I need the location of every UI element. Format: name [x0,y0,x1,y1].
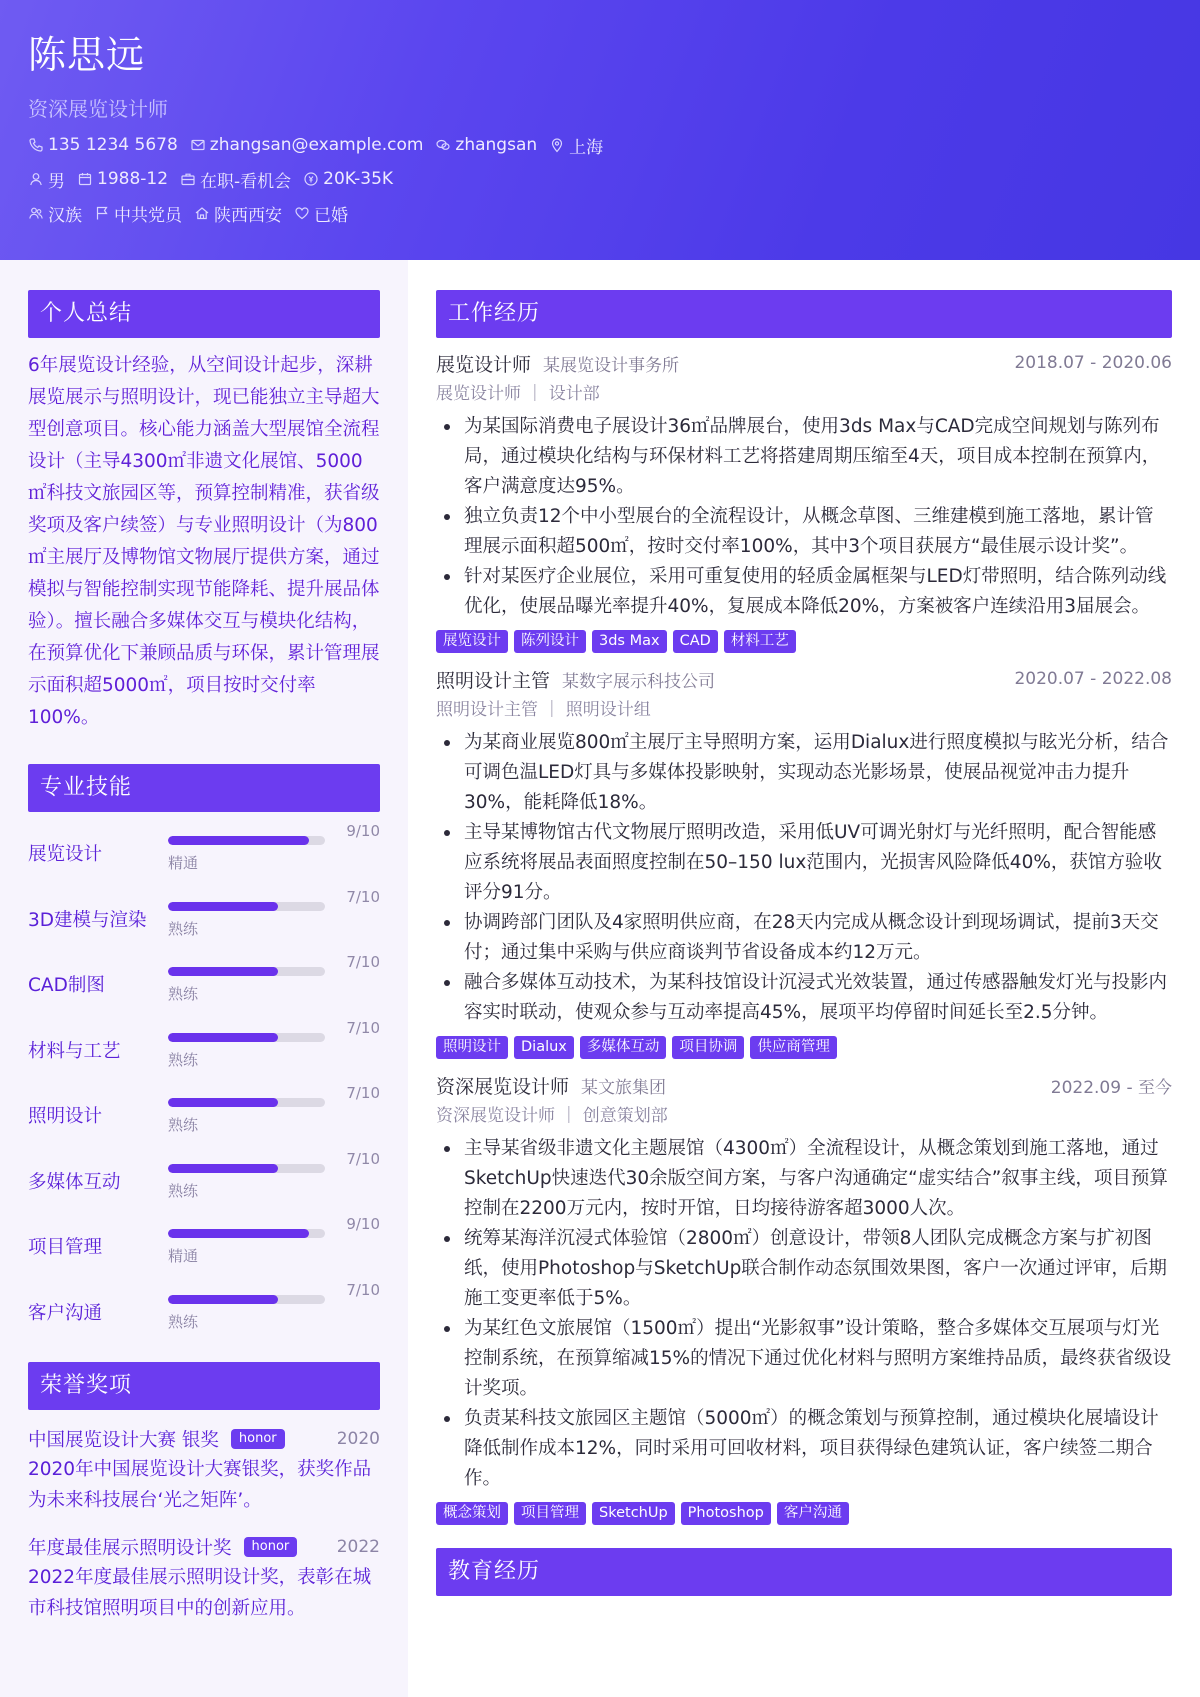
calendar-icon [77,171,93,187]
job-role: 资深展览设计师 [436,1075,570,1098]
honor-title: 年度最佳展示照明设计奖 [28,1538,232,1559]
skill-level: 熟练 [168,1050,199,1069]
skill-bar-fill [168,1164,278,1173]
skill-row [28,1277,380,1343]
skill-name: 多媒体互动 [28,1171,121,1193]
location-item [549,133,603,158]
skill-score: 9/10 [346,1215,380,1233]
job-department: 资深展览设计师 ｜ 创意策划部 [436,1106,668,1126]
skill-tag: 客户沟通 [777,1502,849,1525]
summary-text: 6年展览设计经验，从空间设计起步，深耕展览展示与照明设计，现已能独立主导超大型创意项目。核心能力涵盖大型展馆全流程设计（主导4300㎡非遗文化展馆、5000㎡科技文旅园区等，预算控制精准，获省级奖项及客户续签）与专业照明设计（为800㎡主展厅及博物馆文物展厅提供方案，通过模拟与智能控制实现节能降耗、提升展品体验）。擅长融合多媒体交互与模块化结构，在预算优化下兼顾品质与环保，累计管理展示面积超5000㎡，项目按时交付率100%。 [28,355,380,728]
honor-item [28,1424,380,1516]
skill-bar [168,1229,325,1238]
education-heading: 教育经历 [436,1548,1172,1596]
home-icon [194,205,210,221]
job-bullets [436,1134,1172,1494]
job-bullet: 独立负责12个中小型展台的全流程设计，从概念草图、三维建模到施工落地，累计管理展示面积超500㎡，按时交付率100%，其中3个项目获展方“最佳展示设计奖”。 [436,502,1172,562]
job-title-group [436,1072,666,1099]
job-company: 某数字展示科技公司 [562,671,716,692]
skill-level: 熟练 [168,919,199,938]
salary-text: 20K-35K [323,169,394,189]
skill-level: 精通 [168,1247,199,1265]
wechat-icon [435,137,451,153]
skill-bar [168,967,325,976]
phone-icon [28,137,44,153]
honor-item [28,1532,380,1624]
job-bullet: 为某红色文旅展馆（1500㎡）提出“光影叙事”设计策略，整合多媒体交互展项与灯光控制系统，在预算缩减15%的情况下通过优化材料与照明方案维持品质，最终获省级设计奖项。 [436,1314,1172,1404]
skill-tag: 展览设计 [436,630,508,653]
skill-bar-fill [168,1033,278,1042]
job-bullet: 融合多媒体互动技术，为某科技馆设计沉浸式光效装置，通过传感器触发灯光与投影内容实时联动，使观众参与互动率提高45%，展项平均停留时间延长至2.5分钟。 [436,968,1172,1028]
job-bullet: 针对某医疗企业展位，采用可重复使用的轻质金属框架与LED灯带照明，结合陈列动线优化，使展品曝光率提升40%，复展成本降低20%，方案被客户连续沿用3届展会。 [436,562,1172,622]
skill-tag: 照明设计 [436,1036,508,1059]
skill-bar [168,1033,325,1042]
skill-name: 客户沟通 [28,1302,103,1324]
job-department: 展览设计师 ｜ 设计部 [436,384,600,404]
hometown-text: 陕西西安 [214,205,282,226]
skill-tag: 项目管理 [514,1502,586,1525]
background-row [28,202,1172,224]
job-date: 2018.07 - 2020.06 [1014,353,1172,373]
job-bullets [436,728,1172,1028]
summary-heading: 个人总结 [28,290,380,338]
skill-bar-fill [168,967,278,976]
job-bullet: 主导某博物馆古代文物展厅照明改造，采用低UV可调光射灯与光纤照明，配合智能感应系统将展品表面照度控制在50–150 lux范围内，光损害风险降低40%，获馆方验收评分91分。 [436,818,1172,908]
skill-bar-fill [168,1295,278,1304]
honor-description: 2020年中国展览设计大赛银奖，获奖作品为未来科技展台‘光之矩阵’。 [28,1459,372,1511]
left-column [0,260,408,1697]
skill-tag: Photoshop [681,1502,771,1525]
skill-bar-fill [168,1229,309,1238]
candidate-title: 资深展览设计师 [28,97,168,121]
job-role: 照明设计主管 [436,669,551,692]
user-icon [28,171,44,187]
ethnicity-text: 汉族 [48,205,82,226]
skill-bar [168,1164,325,1173]
skill-row [28,949,380,1015]
status-item [180,167,291,192]
skill-name: 照明设计 [28,1106,103,1127]
skill-bar-fill [168,902,278,911]
marital-text: 已婚 [314,205,348,226]
job-tags [436,1502,1172,1526]
job-bullet: 为某商业展览800㎡主展厅主导照明方案，运用Dialux进行照度模拟与眩光分析，结合可调色温LED灯具与多媒体投影映射，实现动态光影场景，使展品视觉冲击力提升30%，能耗降低18%。 [436,728,1172,818]
skill-level: 熟练 [168,1181,199,1200]
honor-badge: honor [244,1537,298,1557]
skill-tag: SketchUp [592,1502,675,1525]
marital-item [294,201,348,226]
job-date: 2022.09 - 至今 [1050,1077,1172,1098]
skill-tag: 供应商管理 [750,1036,837,1059]
skill-row [28,1211,380,1277]
job-entry [436,348,1172,654]
job-header [436,664,1172,694]
honor-description: 2022年度最佳展示照明设计奖，表彰在城市科技馆照明项目中的创新应用。 [28,1567,372,1619]
job-bullet: 主导某省级非遗文化主题展馆（4300㎡）全流程设计，从概念策划到施工落地，通过SketchUp快速迭代30余版空间方案，与客户沟通确定“虚实结合”叙事主线，项目预算控制在2200万元内，按时开馆，日均接待游客超3000人次。 [436,1134,1172,1224]
email-text: zhangsan@example.com [209,135,424,155]
skills-heading: 专业技能 [28,764,380,812]
job-bullet: 为某国际消费电子展设计36㎡品牌展台，使用3ds Max与CAD完成空间规划与陈列布局，通过模块化结构与环保材料工艺将搭建周期压缩至4天，项目成本控制在预算内，客户满意度达95%。 [436,412,1172,502]
job-bullet: 负责某科技文旅园区主题馆（5000㎡）的概念策划与预算控制，通过模块化展墙设计降低制作成本12%，同时采用可回收材料，项目获得绿色建筑认证，客户续签二期合作。 [436,1404,1172,1494]
skill-score: 7/10 [346,1280,380,1299]
personal-row [28,168,1172,190]
honor-title: 中国展览设计大赛 银奖 [28,1430,219,1451]
skill-level: 熟练 [168,1116,199,1134]
honors-heading: 荣誉奖项 [28,1362,380,1410]
skill-bar-fill [168,836,309,845]
location-icon [549,137,565,153]
email-item [190,135,424,155]
jobs-list [436,348,1172,1526]
skill-row [28,884,380,950]
skill-row [28,1080,380,1146]
flag-icon [94,205,110,221]
job-company: 某展览设计事务所 [543,355,680,376]
skill-name: 3D建模与渲染 [28,909,147,931]
location-text: 上海 [569,137,604,158]
skill-bar [168,836,325,845]
salary-item [303,169,393,189]
skill-score: 7/10 [346,887,380,906]
skill-tag: 多媒体互动 [580,1036,667,1059]
work-heading: 工作经历 [436,290,1172,338]
skill-tag: 材料工艺 [724,630,796,653]
right-column [408,260,1200,1697]
gender-item [28,167,65,192]
job-role: 展览设计师 [436,353,532,376]
job-tags [436,1036,1172,1060]
skill-name: 材料与工艺 [28,1040,121,1062]
skill-bar [168,1098,325,1107]
skill-bar [168,902,325,911]
people-icon [28,205,44,221]
skill-bar-fill [168,1098,278,1107]
status-text: 在职-看机会 [200,171,292,192]
skill-score: 9/10 [346,822,380,840]
honor-badge: honor [231,1429,285,1449]
skill-score: 7/10 [346,1018,380,1037]
birth-item [77,169,168,189]
ethnicity-item [28,201,82,226]
skills-list [28,818,380,1342]
candidate-name: 陈思远 [28,33,146,77]
job-entry [436,1070,1172,1526]
briefcase-icon [180,171,196,187]
job-bullet: 协调跨部门团队及4家照明供应商，在28天内完成从概念设计到现场调试，提前3天交付；通过集中采购与供应商谈判节省设备成本约12万元。 [436,908,1172,968]
skill-level: 熟练 [168,1312,199,1331]
skill-tag: 概念策划 [436,1502,508,1525]
job-bullets [436,412,1172,622]
skill-name: 项目管理 [28,1237,103,1258]
job-company: 某文旅集团 [581,1077,667,1098]
birth-text: 1988-12 [97,169,169,189]
skill-row [28,1146,380,1212]
job-title-group [436,350,679,377]
party-text: 中共党员 [114,205,182,226]
skill-score: 7/10 [346,953,380,971]
skill-bar [168,1295,325,1304]
contact-row [28,134,1172,156]
skill-row [28,818,380,884]
skill-name: CAD制图 [28,975,105,996]
honor-year: 2020 [336,1429,380,1449]
honors-list [28,1424,380,1624]
party-item [94,201,182,226]
skill-level: 精通 [168,854,199,872]
job-tags [436,630,1172,654]
skill-score: 7/10 [346,1149,380,1168]
job-entry [436,664,1172,1060]
skill-tag: CAD [673,630,718,653]
skill-tag: 3ds Max [592,630,667,653]
skill-row [28,1015,380,1081]
skill-score: 7/10 [346,1084,380,1102]
phone-item [28,135,178,155]
job-department: 照明设计主管 ｜ 照明设计组 [436,700,651,720]
job-title-group [436,666,715,693]
wechat-item [435,135,537,155]
job-header [436,348,1172,378]
honor-year: 2022 [336,1537,380,1557]
wechat-text: zhangsan [455,135,538,155]
heart-icon [294,205,310,221]
skill-tag: 项目协调 [672,1036,744,1059]
skill-level: 熟练 [168,985,199,1003]
hometown-item [194,201,282,226]
job-bullet: 统筹某海洋沉浸式体验馆（2800㎡）创意设计，带领8人团队完成概念方案与扩初图纸，使用Photoshop与SketchUp联合制作动态氛围效果图，客户一次通过评审，后期施工变更率低于5%。 [436,1224,1172,1314]
phone-text: 135 1234 5678 [48,135,178,155]
salary-icon [303,171,319,187]
gender-text: 男 [48,171,65,192]
skill-name: 展览设计 [28,844,103,865]
skill-tag: 陈列设计 [514,630,586,653]
skill-tag: Dialux [514,1036,574,1059]
mail-icon [190,137,206,153]
job-date: 2020.07 - 2022.08 [1014,669,1172,689]
resume-header [0,0,1200,260]
job-header [436,1070,1172,1100]
